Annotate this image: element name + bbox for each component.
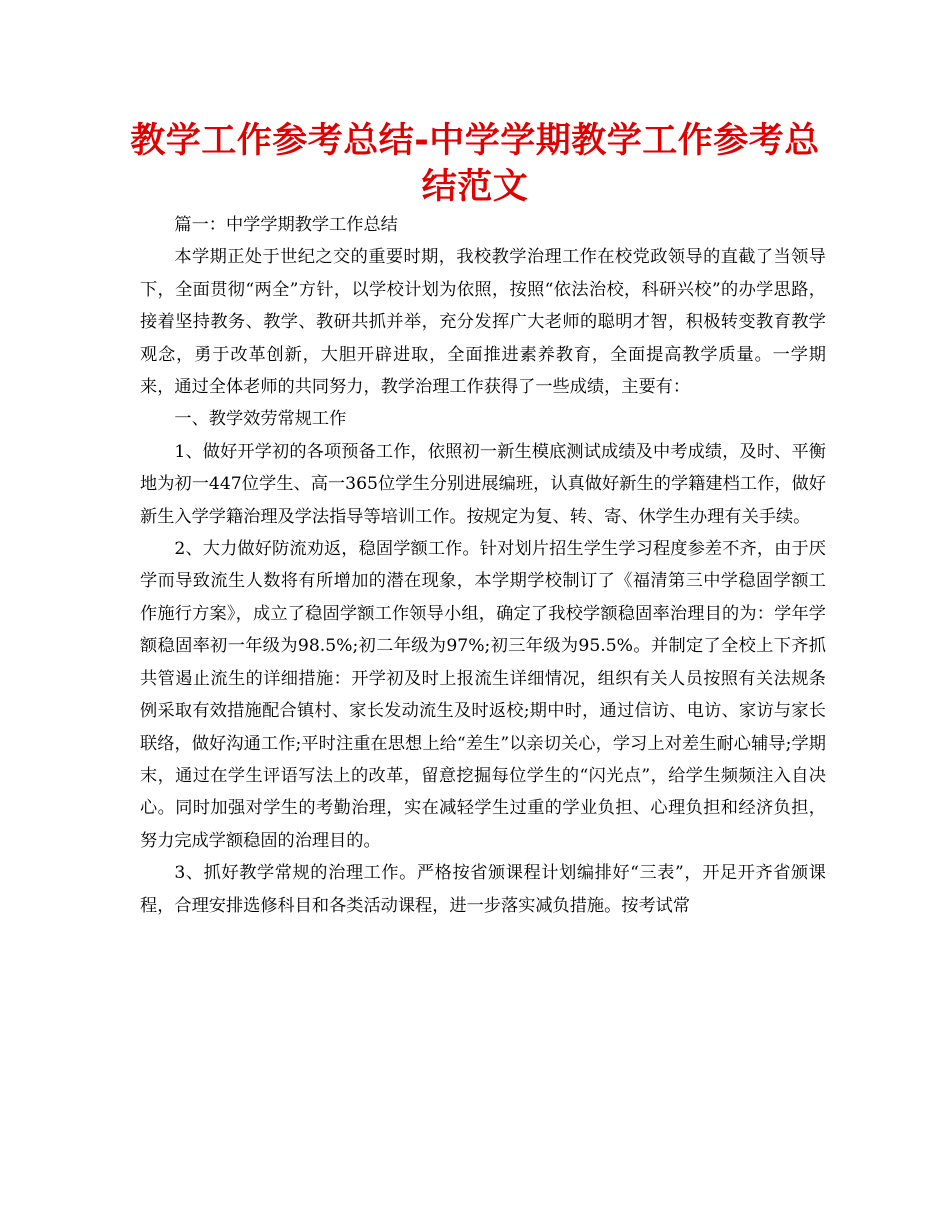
document-body xyxy=(140,209,826,922)
document-title: 教学工作参考总结-中学学期教学工作参考总结范文 xyxy=(130,121,820,207)
body-paragraph: 3、抓好教学常规的治理工作。严格按省颁课程计划编排好“三表”，开足开齐省颁课程，合理安排选修科目和各类活动课程，进一步落实减负措施。按考试常 xyxy=(140,863,826,916)
body-paragraph: 本学期正处于世纪之交的重要时期，我校教学治理工作在校党政领导的直截了当领导下，全面贯彻“两全”方针，以学校计划为依照，按照“依法治校，科研兴校”的办学思路，接着坚持教务、教学、教研共抓并举，充分发挥广大老师的聪明才智，积极转变教育教学观念，勇于改革创新，大胆开辟进取，全面推进素养教育，全面提高教学质量。一学期来，通过全体老师的共同努力，教学治理工作获得了一些成绩，主要有： xyxy=(140,247,826,398)
section-heading: 一、教学效劳常规工作 xyxy=(174,409,347,430)
body-paragraph: 1、做好开学初的各项预备工作，依照初一新生模底测试成绩及中考成绩，及时、平衡地为初一447位学生、高一365位学生分别进展编班，认真做好新生的学籍建档工作，做好新生入学学籍治理及学法指导等培训工作。按规定为复、转、寄、休学生办理有关手续。 xyxy=(140,441,826,527)
section-heading: 篇一：中学学期教学工作总结 xyxy=(174,215,398,235)
body-paragraph: 2、大力做好防流劝返，稳固学额工作。针对划片招生学生学习程度参差不齐，由于厌学而导致流生人数将有所增加的潜在现象，本学期学校制订了《福清第三中学稳固学额工作施行方案》，成立了稳固学额工作领导小组，确定了我校学额稳固率治理目的为：学年学额稳固率初一年级为98.5%;初二年级为97%;初三年级为95.5%。并制定了全校上下齐抓共管遏止流生的详细措施：开学初及时上报流生详细情况，组织有关人员按照有关法规条例采取有效措施配合镇村、家长发动流生及时返校;期中时，通过信访、电访、家访与家长联络，做好沟通工作;平时注重在思想上给“差生”以亲切关心，学习上对差生耐心辅导;学期末，通过在学生评语写法上的改革，留意挖掘每位学生的“闪光点”，给学生频频注入自决心。同时加强对学生的考勤治理，实在减轻学生过重的学业负担、心理负担和经济负担，努力完成学额稳固的治理目的。 xyxy=(140,539,826,851)
